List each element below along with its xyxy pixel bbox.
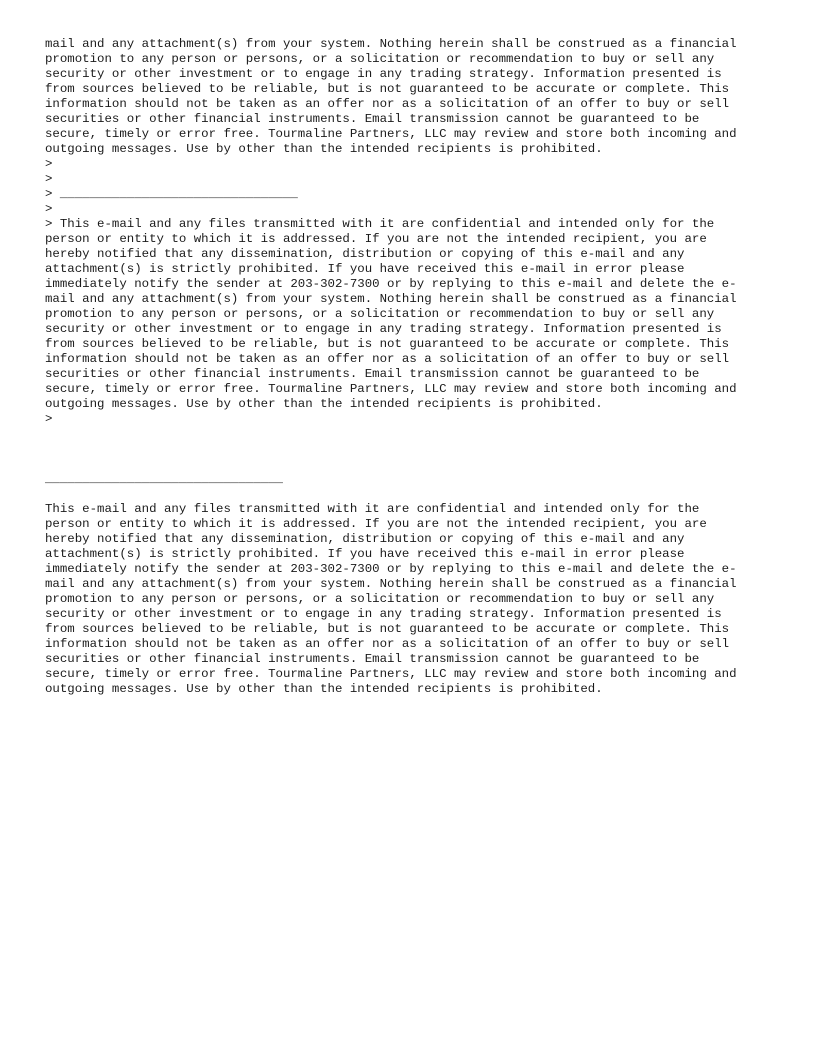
text-line: security or other investment or to engage in any trading strategy. Information presented is bbox=[45, 607, 722, 621]
text-line: securities or other financial instruments. Email transmission cannot be guaranteed to be bbox=[45, 112, 700, 126]
text-line: information should not be taken as an offer nor as a solicitation of an offer to buy or sell bbox=[45, 637, 730, 651]
text-line: from sources believed to be reliable, but is not guaranteed to be accurate or complete. This bbox=[45, 82, 730, 96]
text-line: mail and any attachment(s) from your system. Nothing herein shall be construed as a financial bbox=[45, 577, 737, 591]
text-line: immediately notify the sender at 203-302-7300 or by replying to this e-mail and delete the e- bbox=[45, 277, 737, 291]
text-line: mail and any attachment(s) from your system. Nothing herein shall be construed as a financial bbox=[45, 292, 737, 306]
text-line: outgoing messages. Use by other than the intended recipients is prohibited. bbox=[45, 397, 603, 411]
blank-line bbox=[45, 487, 785, 502]
text-line: immediately notify the sender at 203-302-7300 or by replying to this e-mail and delete the e- bbox=[45, 562, 737, 576]
quote-marker-line: > bbox=[45, 412, 53, 426]
quote-marker-line: > bbox=[45, 172, 53, 186]
text-line: information should not be taken as an offer nor as a solicitation of an offer to buy or sell bbox=[45, 352, 730, 366]
text-line: securities or other financial instruments. Email transmission cannot be guaranteed to be bbox=[45, 652, 700, 666]
text-line: outgoing messages. Use by other than the intended recipients is prohibited. bbox=[45, 682, 603, 696]
text-line: from sources believed to be reliable, but is not guaranteed to be accurate or complete. This bbox=[45, 337, 730, 351]
blank-line bbox=[45, 457, 785, 472]
quoted-separator-line: > ________________________________ bbox=[45, 187, 298, 201]
text-line: > This e-mail and any files transmitted with it are confidential and intended only for the bbox=[45, 217, 715, 231]
text-line: secure, timely or error free. Tourmaline Partners, LLC may review and store both incoming and bbox=[45, 667, 737, 681]
text-line: secure, timely or error free. Tourmaline Partners, LLC may review and store both incoming and bbox=[45, 382, 737, 396]
separator-line: ________________________________ bbox=[45, 472, 283, 486]
text-line: security or other investment or to engage in any trading strategy. Information presented is bbox=[45, 322, 722, 336]
text-line: outgoing messages. Use by other than the intended recipients is prohibited. bbox=[45, 142, 603, 156]
quote-marker-line: > bbox=[45, 202, 53, 216]
text-line: hereby notified that any dissemination, distribution or copying of this e-mail and any bbox=[45, 247, 685, 261]
email-document bbox=[45, 37, 785, 697]
text-line: attachment(s) is strictly prohibited. If you have received this e-mail in error please bbox=[45, 262, 685, 276]
text-line: information should not be taken as an offer nor as a solicitation of an offer to buy or sell bbox=[45, 97, 730, 111]
text-line: security or other investment or to engage in any trading strategy. Information presented is bbox=[45, 67, 722, 81]
text-line: mail and any attachment(s) from your system. Nothing herein shall be construed as a financial bbox=[45, 37, 737, 51]
blank-line bbox=[45, 427, 785, 442]
text-line: from sources believed to be reliable, but is not guaranteed to be accurate or complete. This bbox=[45, 622, 730, 636]
text-line: promotion to any person or persons, or a solicitation or recommendation to buy or sell any bbox=[45, 52, 715, 66]
text-line: person or entity to which it is addressed. If you are not the intended recipient, you are bbox=[45, 232, 707, 246]
text-line: hereby notified that any dissemination, distribution or copying of this e-mail and any bbox=[45, 532, 685, 546]
blank-line bbox=[45, 442, 785, 457]
quote-marker-line: > bbox=[45, 157, 53, 171]
text-line: person or entity to which it is addressed. If you are not the intended recipient, you are bbox=[45, 517, 707, 531]
text-line: secure, timely or error free. Tourmaline Partners, LLC may review and store both incoming and bbox=[45, 127, 737, 141]
text-line: securities or other financial instruments. Email transmission cannot be guaranteed to be bbox=[45, 367, 700, 381]
text-line: This e-mail and any files transmitted with it are confidential and intended only for the bbox=[45, 502, 700, 516]
text-line: promotion to any person or persons, or a solicitation or recommendation to buy or sell any bbox=[45, 592, 715, 606]
text-line: promotion to any person or persons, or a solicitation or recommendation to buy or sell any bbox=[45, 307, 715, 321]
text-line: attachment(s) is strictly prohibited. If you have received this e-mail in error please bbox=[45, 547, 685, 561]
